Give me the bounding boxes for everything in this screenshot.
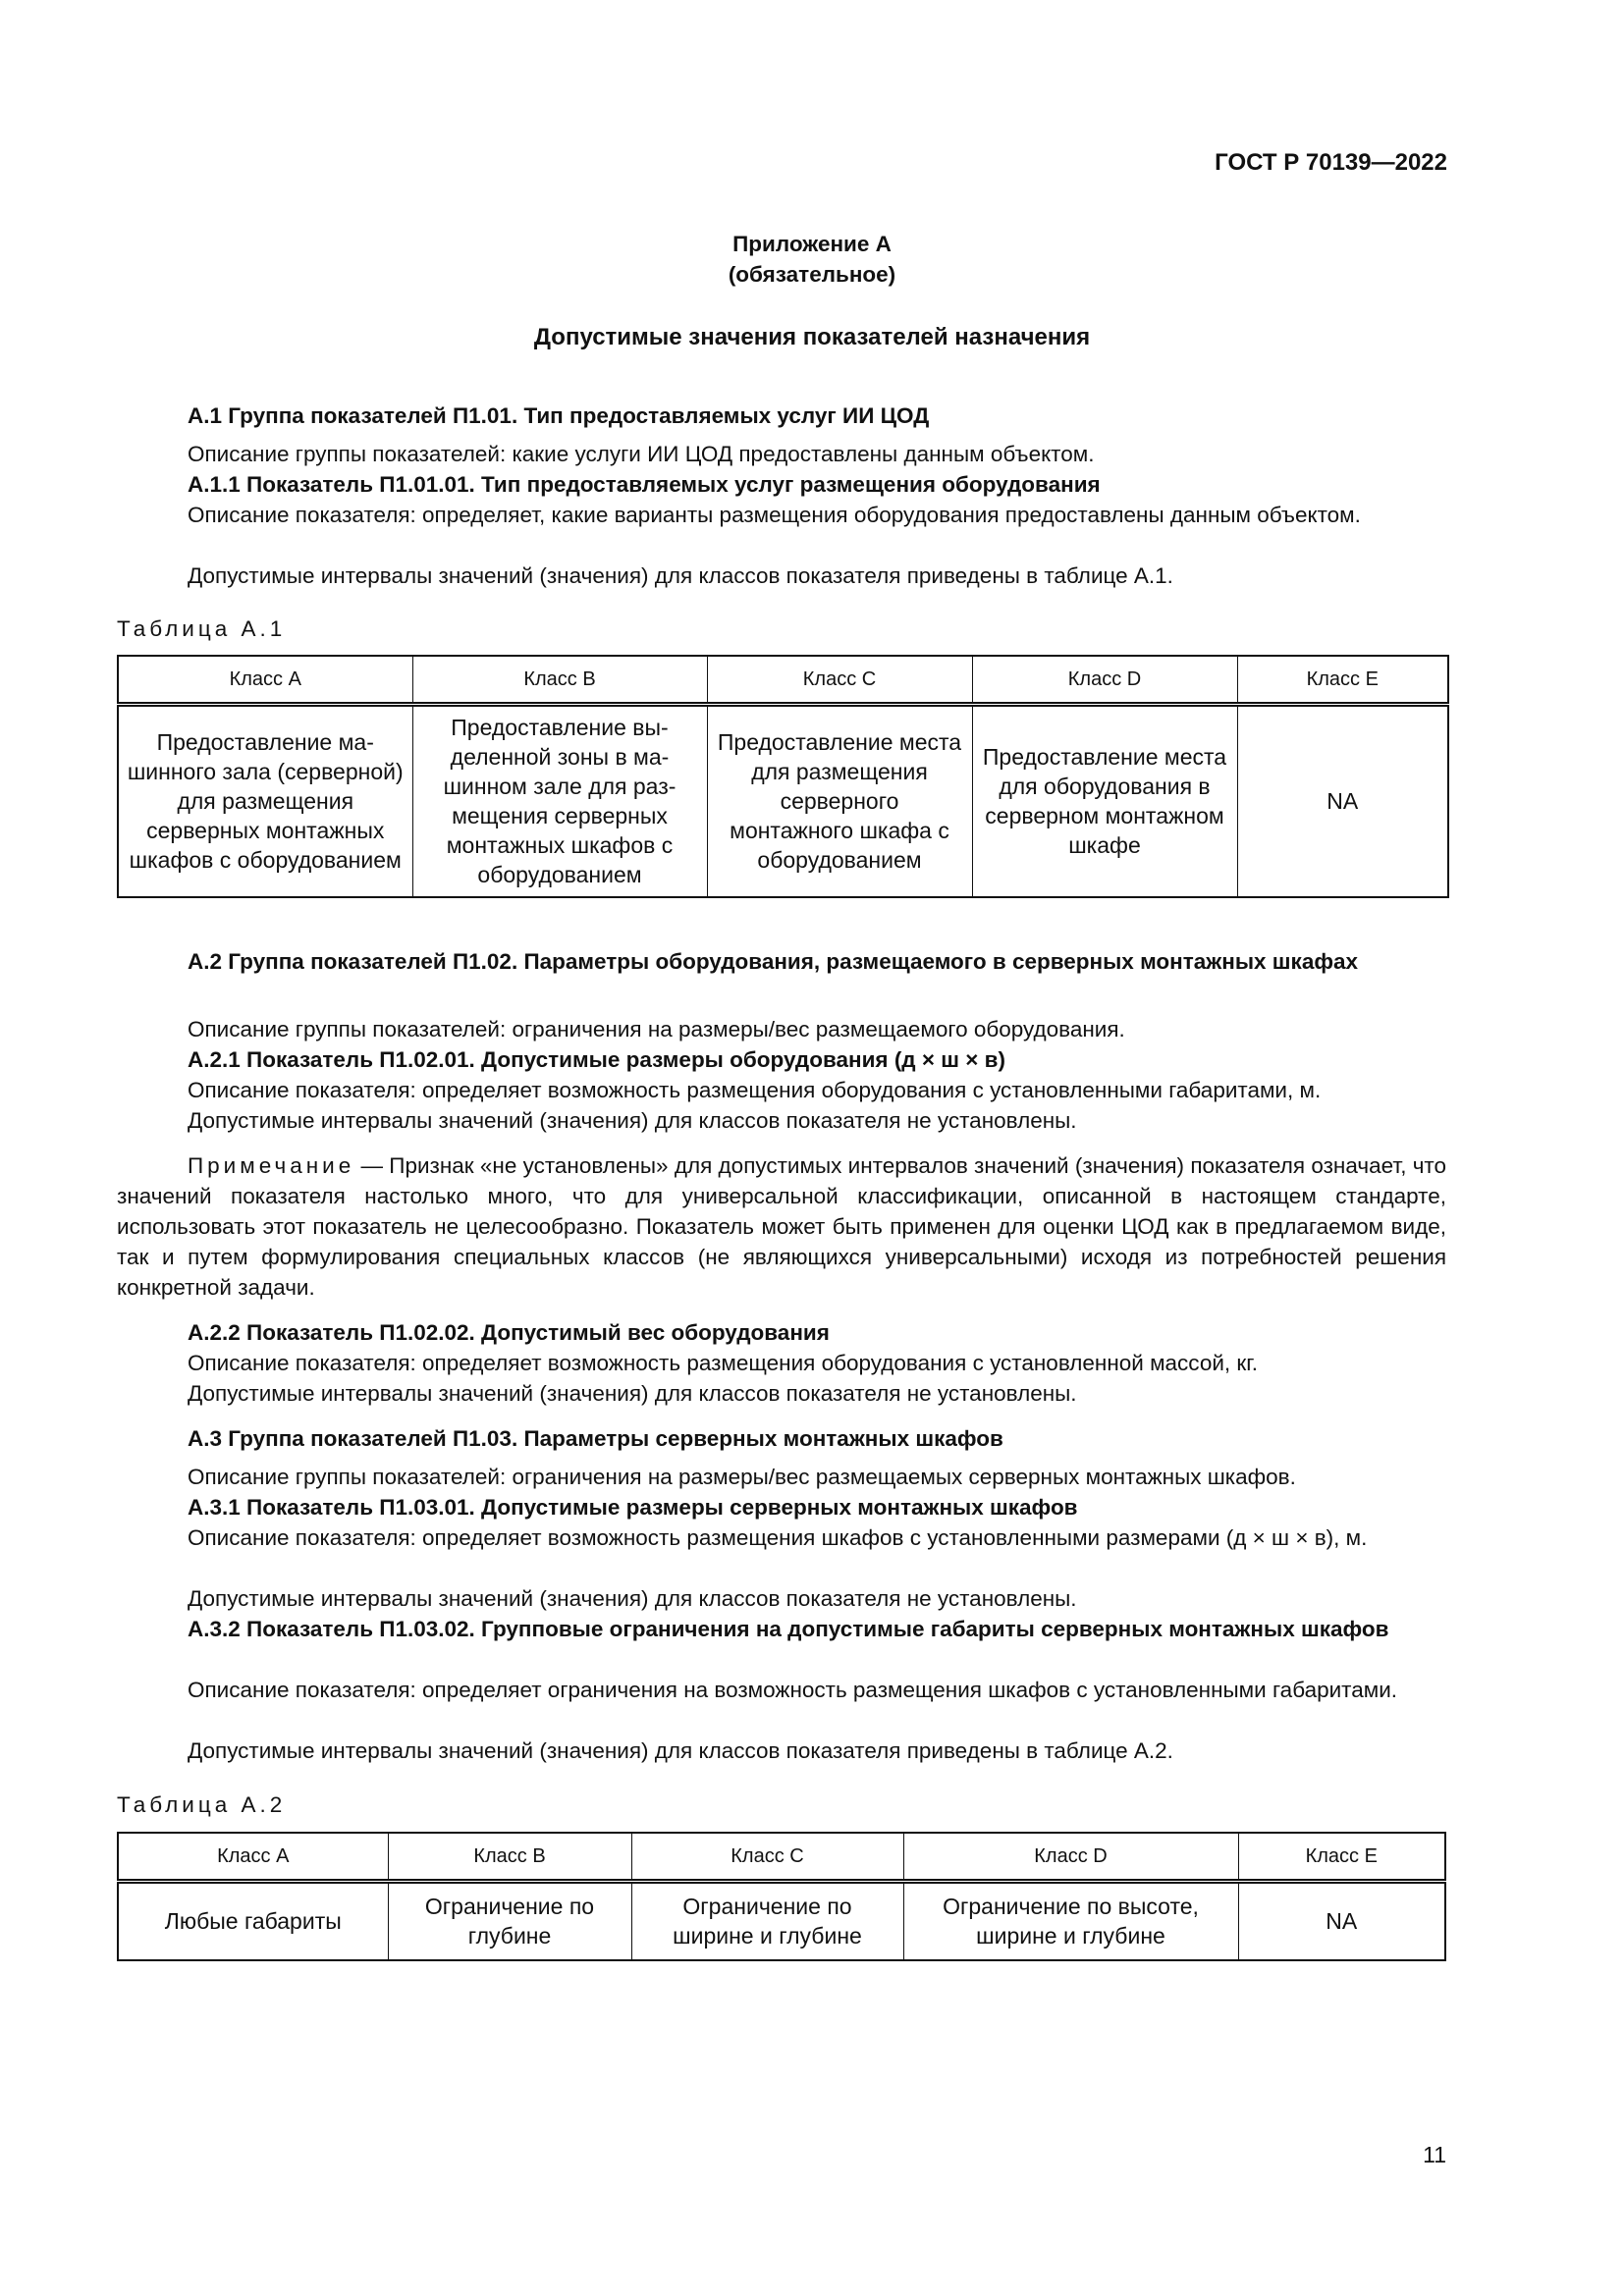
table-a1-cell-class-b: Предоставление выделенной зоны в машинном зале для размещения серверных монтажных шкафов с оборудованием xyxy=(412,705,707,897)
table-a1-caption: Таблица А.1 xyxy=(117,616,287,641)
section-a3-heading: А.3 Группа показателей П1.03. Параметры серверных монтажных шкафов xyxy=(188,1426,1003,1451)
table-a1-cell-class-c: Предоставление места для размещения серверного монтажного шкафа с оборудованием xyxy=(707,705,972,897)
table-a2 xyxy=(117,1832,1446,1961)
table-a2-cell-class-a: Любые габариты xyxy=(118,1882,388,1960)
table-a1-header-class-e: Класс Е xyxy=(1237,656,1448,705)
table-a1-cell-class-d: Предоставление места для оборудования в серверном монтажном шкафе xyxy=(972,705,1237,897)
standard-code: ГОСТ Р 70139—2022 xyxy=(1215,149,1447,176)
table-a1-header-class-b: Класс В xyxy=(412,656,707,705)
section-a32-description: Описание показателя: определяет ограничения на возможность размещения шкафов с установленными габаритами. xyxy=(188,1678,1398,1702)
section-a31-description: Описание показателя: определяет возможность размещения шкафов с установленными размерами (д × ш × в), м. xyxy=(188,1525,1368,1550)
table-a2-header-class-a: Класс А xyxy=(118,1833,388,1882)
section-a1-heading: А.1 Группа показателей П1.01. Тип предоставляемых услуг ИИ ЦОД xyxy=(188,403,930,428)
section-a22-heading: А.2.2 Показатель П1.02.02. Допустимый вес оборудования xyxy=(188,1320,830,1345)
table-a1-header-class-d: Класс D xyxy=(972,656,1237,705)
section-a21-description: Описание показателя: определяет возможность размещения оборудования с установленными габаритами, м. xyxy=(188,1078,1322,1102)
table-a2-header-class-e: Класс Е xyxy=(1238,1833,1445,1882)
section-a3-description: Описание группы показателей: ограничения на размеры/вес размещаемых серверных монтажных шкафов. xyxy=(188,1465,1296,1489)
appendix-status: (обязательное) xyxy=(728,262,896,287)
section-a32-heading: А.3.2 Показатель П1.03.02. Групповые ограничения на допустимые габариты серверных монтажных шкафов xyxy=(188,1617,1389,1641)
table-a2-cell-class-e: NA xyxy=(1238,1882,1445,1960)
appendix-title: Приложение А xyxy=(732,232,892,256)
table-a2-header-class-c: Класс С xyxy=(631,1833,903,1882)
page-number: 11 xyxy=(1423,2142,1446,2167)
table-a1-header-class-a: Класс А xyxy=(118,656,412,705)
section-a21-reference: Допустимые интервалы значений (значения) для классов показателя не установлены. xyxy=(188,1108,1077,1133)
section-a2-heading: А.2 Группа показателей П1.02. Параметры оборудования, размещаемого в серверных монтажных шкафах xyxy=(188,949,1359,974)
section-a11-reference: Допустимые интервалы значений (значения) для классов показателя приведены в таблице А.1. xyxy=(188,563,1173,588)
table-a2-header-class-d: Класс D xyxy=(903,1833,1238,1882)
table-a2-header-class-b: Класс В xyxy=(388,1833,631,1882)
section-a1-description: Описание группы показателей: какие услуги ИИ ЦОД предоставлены данным объектом. xyxy=(188,442,1095,466)
table-a1-cell-class-a: Предоставление машинного зала (серверной) для размещения серверных монтажных шкафов с оборудованием xyxy=(118,705,412,897)
table-a2-cell-class-c: Ограничение по ширине и глубине xyxy=(631,1882,903,1960)
section-a2-description: Описание группы показателей: ограничения на размеры/вес размещаемого оборудования. xyxy=(188,1017,1125,1041)
appendix-heading: Допустимые значения показателей назначения xyxy=(533,324,1091,350)
section-a31-heading: А.3.1 Показатель П1.03.01. Допустимые размеры серверных монтажных шкафов xyxy=(188,1495,1078,1520)
note-text: — Признак «не установлены» для допустимых интервалов значений (значения) показателя означает, что значений показателя настолько много, что для универсальной классификации, описанной в настоящем стандарте, использовать этот показатель не целесообразно. Показатель может быть применен для оценки ЦОД как в предлагаемом виде, так и путем формулирования специальных классов (не являющихся универсальными) исходя из потребностей решения конкретной задачи. xyxy=(117,1153,1446,1300)
section-a32-reference: Допустимые интервалы значений (значения) для классов показателя приведены в таблице А.2. xyxy=(188,1738,1173,1763)
section-a11-heading: А.1.1 Показатель П1.01.01. Тип предоставляемых услуг размещения оборудования xyxy=(188,472,1101,497)
section-a22-description: Описание показателя: определяет возможность размещения оборудования с установленной массой, кг. xyxy=(188,1351,1258,1375)
table-a2-caption: Таблица А.2 xyxy=(117,1792,287,1817)
section-a31-reference: Допустимые интервалы значений (значения) для классов показателя не установлены. xyxy=(188,1586,1077,1611)
table-a1 xyxy=(117,655,1449,898)
note-paragraph xyxy=(117,1150,1446,1303)
section-a22-reference: Допустимые интервалы значений (значения) для классов показателя не установлены. xyxy=(188,1381,1077,1406)
table-a2-cell-class-d: Ограничение по высоте, ширине и глубине xyxy=(903,1882,1238,1960)
table-a2-cell-class-b: Ограничение по глубине xyxy=(388,1882,631,1960)
table-a1-cell-class-e: NA xyxy=(1237,705,1448,897)
table-a1-header-class-c: Класс С xyxy=(707,656,972,705)
note-label: Примечание xyxy=(188,1153,355,1178)
section-a21-heading: А.2.1 Показатель П1.02.01. Допустимые размеры оборудования (д × ш × в) xyxy=(188,1047,1005,1072)
section-a11-description: Описание показателя: определяет, какие варианты размещения оборудования предоставлены данным объектом. xyxy=(188,503,1361,527)
